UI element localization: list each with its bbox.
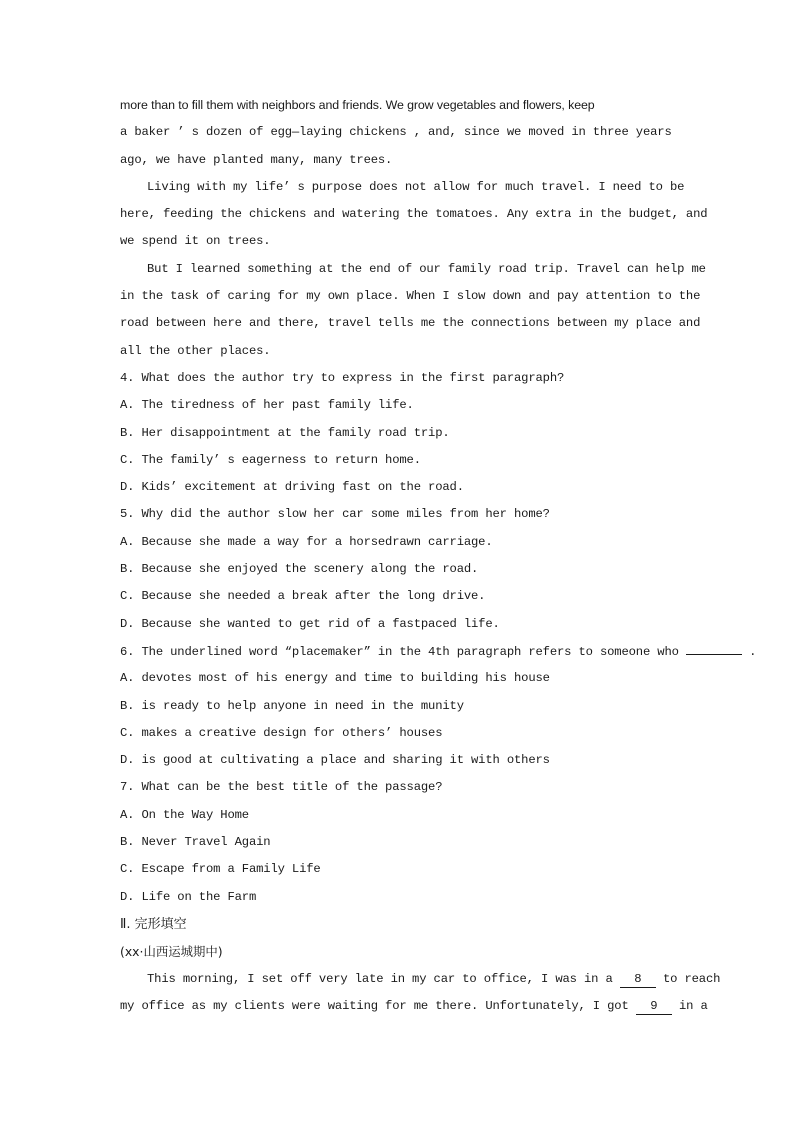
question-stem: 7. What can be the best title of the passage?: [120, 780, 443, 795]
document-body: [120, 92, 757, 1020]
answer-option: C. Because she needed a break after the long drive.: [120, 589, 486, 604]
question-stem-text: 6. The underlined word “placemaker” in the 4th paragraph refers to someone who: [120, 644, 686, 659]
answer-option: A. Because she made a way for a horsedrawn carriage.: [120, 534, 493, 549]
answer-option: D. Life on the Farm: [120, 889, 257, 904]
passage-line: But I learned something at the end of our family road trip. Travel can help me: [147, 261, 706, 276]
answer-option: A. On the Way Home: [120, 807, 249, 822]
answer-option: D. Kids’ excitement at driving fast on the road.: [120, 480, 464, 495]
cloze-line: [120, 966, 720, 993]
answer-option: C. makes a creative design for others’ houses: [120, 725, 443, 740]
answer-option: B. is ready to help anyone in need in the munity: [120, 698, 464, 713]
cloze-blank-9: 9: [636, 998, 672, 1015]
passage-line: Living with my life’ s purpose does not allow for much travel. I need to be: [147, 179, 685, 194]
passage-line: more than to fill them with neighbors and friends. We grow vegetables and flowers, keep: [120, 98, 595, 112]
cloze-text: in a: [671, 998, 708, 1013]
question-stem-end: .: [741, 644, 757, 659]
answer-option: D. Because she wanted to get rid of a fastpaced life.: [120, 616, 500, 631]
answer-blank: [686, 638, 742, 655]
cloze-text: to reach: [655, 971, 721, 986]
answer-option: B. Never Travel Again: [120, 835, 271, 850]
passage-line: all the other places.: [120, 343, 271, 358]
cloze-text: my office as my clients were waiting for me there. Unfortunately, I got: [120, 998, 636, 1013]
answer-option: C. Escape from a Family Life: [120, 862, 321, 877]
answer-option: A. devotes most of his energy and time to building his house: [120, 671, 550, 686]
answer-option: B. Because she enjoyed the scenery along the road.: [120, 562, 479, 577]
section-heading: Ⅱ. 完形填空: [120, 916, 187, 932]
passage-line: ago, we have planted many, many trees.: [120, 152, 393, 167]
answer-option: C. The family’ s eagerness to return home.: [120, 452, 421, 467]
cloze-text: This morning, I set off very late in my car to office, I was in a: [147, 971, 620, 986]
cloze-blank-8: 8: [620, 971, 656, 988]
cloze-line: [120, 993, 720, 1020]
passage-line: in the task of caring for my own place. When I slow down and pay attention to the: [120, 289, 701, 304]
question-stem: [120, 638, 757, 665]
answer-option: B. Her disappointment at the family road trip.: [120, 425, 450, 440]
passage-line: a baker ’ s dozen of egg—laying chickens , and, since we moved in three years: [120, 125, 672, 140]
section-source: (xx·山西运城期中): [120, 944, 223, 960]
question-stem: 4. What does the author try to express in the first paragraph?: [120, 370, 565, 385]
passage-line: here, feeding the chickens and watering the tomatoes. Any extra in the budget, and: [120, 207, 708, 222]
question-stem: 5. Why did the author slow her car some miles from her home?: [120, 507, 550, 522]
answer-option: A. The tiredness of her past family life.: [120, 398, 414, 413]
answer-option: D. is good at cultivating a place and sharing it with others: [120, 753, 550, 768]
passage-line: we spend it on trees.: [120, 234, 271, 249]
passage-line: road between here and there, travel tells me the connections between my place and: [120, 316, 701, 331]
